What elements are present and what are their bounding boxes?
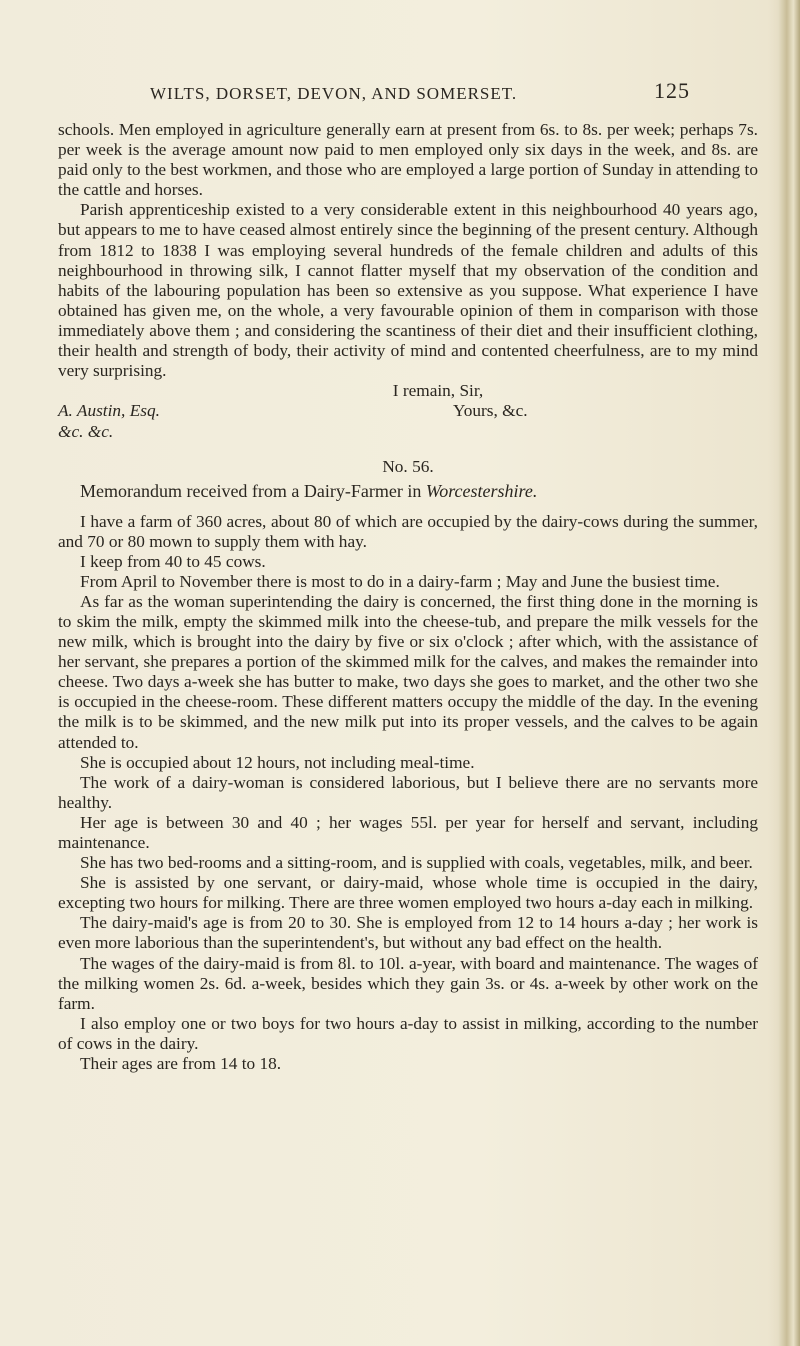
section-number: No. 56. — [382, 457, 434, 477]
memo-place: Worcestershire. — [425, 481, 538, 502]
memo-paragraph: Their ages are from 14 to 18. — [80, 1054, 282, 1074]
memo-paragraph: As far as the woman superintending the dairy is concerned, the first thing done in the morning is to skim the milk, empty the skimmed milk into the cheese-tub, and prepare the milk vessels for the new milk, which is brought into the dairy by five or six o'clock ; after which, with the assistance of her servant, she prepares a portion of the skimmed milk for the calves, and makes the remainder into cheese. Two days a-week she has butter to make, two days she goes to market, and the other two she is occupied in the cheese-room. These different matters occupy the middle of the day. In the evening the milk is to be skimmed, and the new milk put into its proper vessels, and the calves to be again attended to. — [58, 591, 758, 752]
memo-paragraph: She is assisted by one servant, or dairy-maid, whose whole time is occupied in the dairy, excepting two hours for milking. There are three women employed two hours a-day each in milking. — [58, 873, 758, 913]
addressee: A. Austin, Esq. — [58, 401, 160, 421]
memo-paragraph: I have a farm of 360 acres, about 80 of which are occupied by the dairy-cows during the summer, and 70 or 80 mown to supply them with hay. — [58, 511, 758, 551]
page-number: 125 — [654, 78, 690, 103]
memo-heading — [58, 481, 758, 501]
signature-block — [58, 401, 758, 441]
memo-paragraph: The wages of the dairy-maid is from 8l. to 10l. a-year, with board and maintenance. The wages of the milking women 2s. 6d. a-week, besides which they gain 3s. or 4s. a-week by other work on the farm. — [58, 953, 758, 1013]
memo-paragraph: Her age is between 30 and 40 ; her wages 55l. per year for herself and servant, including maintenance. — [58, 812, 758, 852]
memo-paragraph: I keep from 40 to 45 cows. — [80, 551, 266, 571]
page-edge — [778, 0, 800, 1346]
memo-paragraph: She has two bed-rooms and a sitting-room, and is supplied with coals, vegetables, milk, and beer. — [80, 853, 753, 873]
letter-closing: I remain, Sir, — [392, 381, 484, 401]
running-header — [150, 78, 690, 104]
letter-paragraph: Parish apprenticeship existed to a very considerable extent in this neighbourhood 40 years ago, but appears to me to have ceased almost entirely since the beginning of the present century. Although from 1812 to 1838 I was employing several hundreds of the female children and adults of this neighbourhood in throwing silk, I cannot flatter myself that my observation of the condition and habits of the labouring population has been so extensive as you suppose. What experience I have obtained has given me, on the whole, a very favourable opinion of them in comparison with those immediately above them ; and considering the scantiness of their diet and their insufficient clothing, their health and strength of body, their activity of mind and contented cheerfulness, are to my mind very surprising. — [58, 200, 758, 381]
page-body — [58, 120, 758, 1074]
memo-prefix: Memorandum received from a Dairy-Farmer in — [80, 481, 426, 502]
addressee-etc: &c. &c. — [58, 422, 114, 442]
memo-paragraph: She is occupied about 12 hours, not including meal-time. — [80, 752, 475, 772]
yours-line: Yours, &c. — [453, 401, 528, 421]
memo-paragraph: The dairy-maid's age is from 20 to 30. She is employed from 12 to 14 hours a-day ; her work is even more laborious than the superintendent's, but without any bad effect on the health. — [58, 913, 758, 953]
memo-paragraph: From April to November there is most to do in a dairy-farm ; May and June the busiest time. — [80, 571, 720, 591]
letter-paragraph: schools. Men employed in agriculture generally earn at present from 6s. to 8s. per week; perhaps 7s. per week is the average amount now paid to men employed only six days in the week, and 8s. are paid only to the best workmen, and those who are employed a large portion of Sunday in attending to the cattle and horses. — [58, 120, 758, 200]
header-title: WILTS, DORSET, DEVON, AND SOMERSET. — [150, 84, 518, 103]
memo-paragraph: I also employ one or two boys for two hours a-day to assist in milking, according to the number of cows in the dairy. — [58, 1013, 758, 1053]
memo-paragraph: The work of a dairy-woman is considered laborious, but I believe there are no servants more healthy. — [58, 772, 758, 812]
